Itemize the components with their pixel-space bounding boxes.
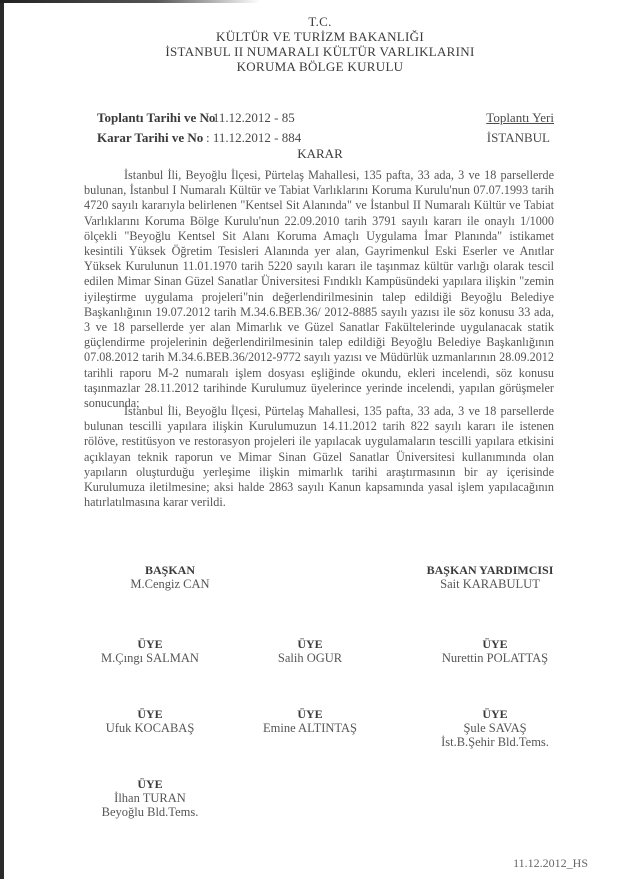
signature-member xyxy=(80,707,220,735)
meeting-place-value: İSTANBUL xyxy=(486,130,550,145)
signature-name: Nurettin POLATTAŞ xyxy=(441,651,549,665)
signature-name: Emine ALTINTAŞ xyxy=(262,721,358,735)
signature-name: İlhan TURAN xyxy=(114,791,186,805)
signature-member xyxy=(80,777,220,819)
decision-date-label: Karar Tarihi ve No xyxy=(97,130,204,145)
signature-member xyxy=(80,637,220,665)
signature-name: Şule SAVAŞ xyxy=(463,721,527,735)
signature-role: ÜYE xyxy=(482,707,508,721)
signature-name: M.Çıngı SALMAN xyxy=(101,651,199,665)
signature-chair xyxy=(100,563,240,591)
header-council-line1: İSTANBUL II NUMARALI KÜLTÜR VARLIKLARINI xyxy=(165,44,475,59)
signature-role: BAŞKAN xyxy=(144,563,195,577)
signature-name: Ufuk KOCABAŞ xyxy=(105,721,195,735)
header-tc: T.C. xyxy=(308,14,332,29)
signature-member xyxy=(420,637,570,665)
signature-member xyxy=(240,707,380,735)
meeting-place-label: Toplantı Yeri xyxy=(486,110,554,125)
document-title: KARAR xyxy=(297,146,343,161)
decision-date-value: : 11.12.2012 - 884 xyxy=(206,130,302,145)
signature-role: ÜYE xyxy=(297,637,323,651)
footer-reference: 11.12.2012_HS xyxy=(513,856,588,870)
paragraph-1: İstanbul İli, Beyoğlu İlçesi, Pürtelaş Mahallesi, 135 pafta, 33 ada, 3 ve 18 parsellerde bulunan, İstanbul I Numaralı Kültür ve Tabiat Varlıklarını Koruma Kurulu'nun 07.07.1993 tarih 4720 sayılı kararıyla belirlenen "Kentsel Sit Alanında" ve İstanbul II Numaralı Kültür ve Tabiat Varlıklarını Koruma Bölge Kurulu'nun 22.09.2010 tarih 3791 sayılı kararı ile onaylı 1/1000 ölçekli "Beyoğlu Kentsel Sit Alanı Koruma Amaçlı Uygulama İmar Planında" istikamet kesintili Yüksek Öğretim Tesisleri Alanında yer alan, Gayrimenkul Eski Eserler ve Anıtlar Yüksek Kurulunun 11.01.1970 tarih 5220 sayılı kararı ile taşınmaz kültür varlığı olarak tescil edilen Mimar Sinan Güzel Sanatlar Üniversitesi Fındıklı Kampüsündeki yapılara ilişkin "zemin iyileştirme uygulama projeleri"nin değerlendirilmesinin talep edildiği Beyoğlu Belediye Başkanlığının 19.07.2012 tarih M.34.6.BEB.36/ 2012-8885 sayılı yazısı ile söz konusu 33 ada, 3 ve 18 parsellerde yer alan Mimarlık ve Güzel Sanatlar Fakültelerinde uygulanacak statik güçlendirme projelerinin değerlendirilmesinin talep edildiği Beyoğlu Belediye Başkanlığının 07.08.2012 tarih M.34.6.BEB.36/2012-9772 sayılı yazısı ve Müdürlük uzmanlarının 28.09.2012 tarihli raporu M-2 numaralı işlem dosyası eşliğinde okundu, ekleri incelendi, söz konusu taşınmazlar 28.11.2012 tarihinde Kurulumuz üyelerince yerinde incelendi, yapılan görüşmeler sonucunda; xyxy=(84,168,554,411)
header-council-line2: KORUMA BÖLGE KURULU xyxy=(236,59,404,74)
signature-name: Salih OGUR xyxy=(277,651,343,665)
signature-role: ÜYE xyxy=(297,707,323,721)
meeting-date-value: : 11.12.2012 - 85 xyxy=(206,110,295,125)
meeting-date-label: Toplantı Tarihi ve No xyxy=(97,110,216,125)
document-header xyxy=(0,14,640,74)
paragraph-2: İstanbul İli, Beyoğlu İlçesi, Pürtelaş Mahallesi, 135 pafta, 33 ada, 3 ve 18 parsellerde bulunan tescilli yapılara ilişkin Kurulumuzun 14.11.2012 tarih 822 sayılı kararı ile istenen rölöve, restitüsyon ve restorasyon projeleri ile yapılacak uygulamaların tescilli yapılara etkisini açıklayan teknik raporun ve Mimar Sinan Güzel Sanatlar Üniversitesi kullanımında olan yapıların oluşturduğu yerleşime ilişkin mimarlık tarihi araştırmasının bir ay içerisinde Kurulumuza iletilmesine; aksi halde 2863 sayılı Kanun kapsamında yasal işlem yapılacağının hatırlatılmasına karar verildi. xyxy=(84,404,554,510)
signature-role: ÜYE xyxy=(482,637,508,651)
signature-role: ÜYE xyxy=(137,707,163,721)
signature-note: Beyoğlu Bld.Tems. xyxy=(101,805,199,819)
signature-name: Sait KARABULUT xyxy=(440,577,540,591)
signature-role: BAŞKAN YARDIMCISI xyxy=(426,563,554,577)
header-ministry: KÜLTÜR VE TURİZM BAKANLIĞI xyxy=(216,29,424,44)
scan-edge-top xyxy=(0,0,260,3)
scan-edge-left xyxy=(0,0,4,879)
signature-member xyxy=(420,707,570,749)
signature-role: ÜYE xyxy=(137,777,163,791)
signature-member xyxy=(240,637,380,665)
signature-vice-chair xyxy=(400,563,580,591)
signature-name: M.Cengiz CAN xyxy=(130,577,210,591)
signature-role: ÜYE xyxy=(137,637,163,651)
signature-note: İst.B.Şehir Bld.Tems. xyxy=(441,735,549,749)
